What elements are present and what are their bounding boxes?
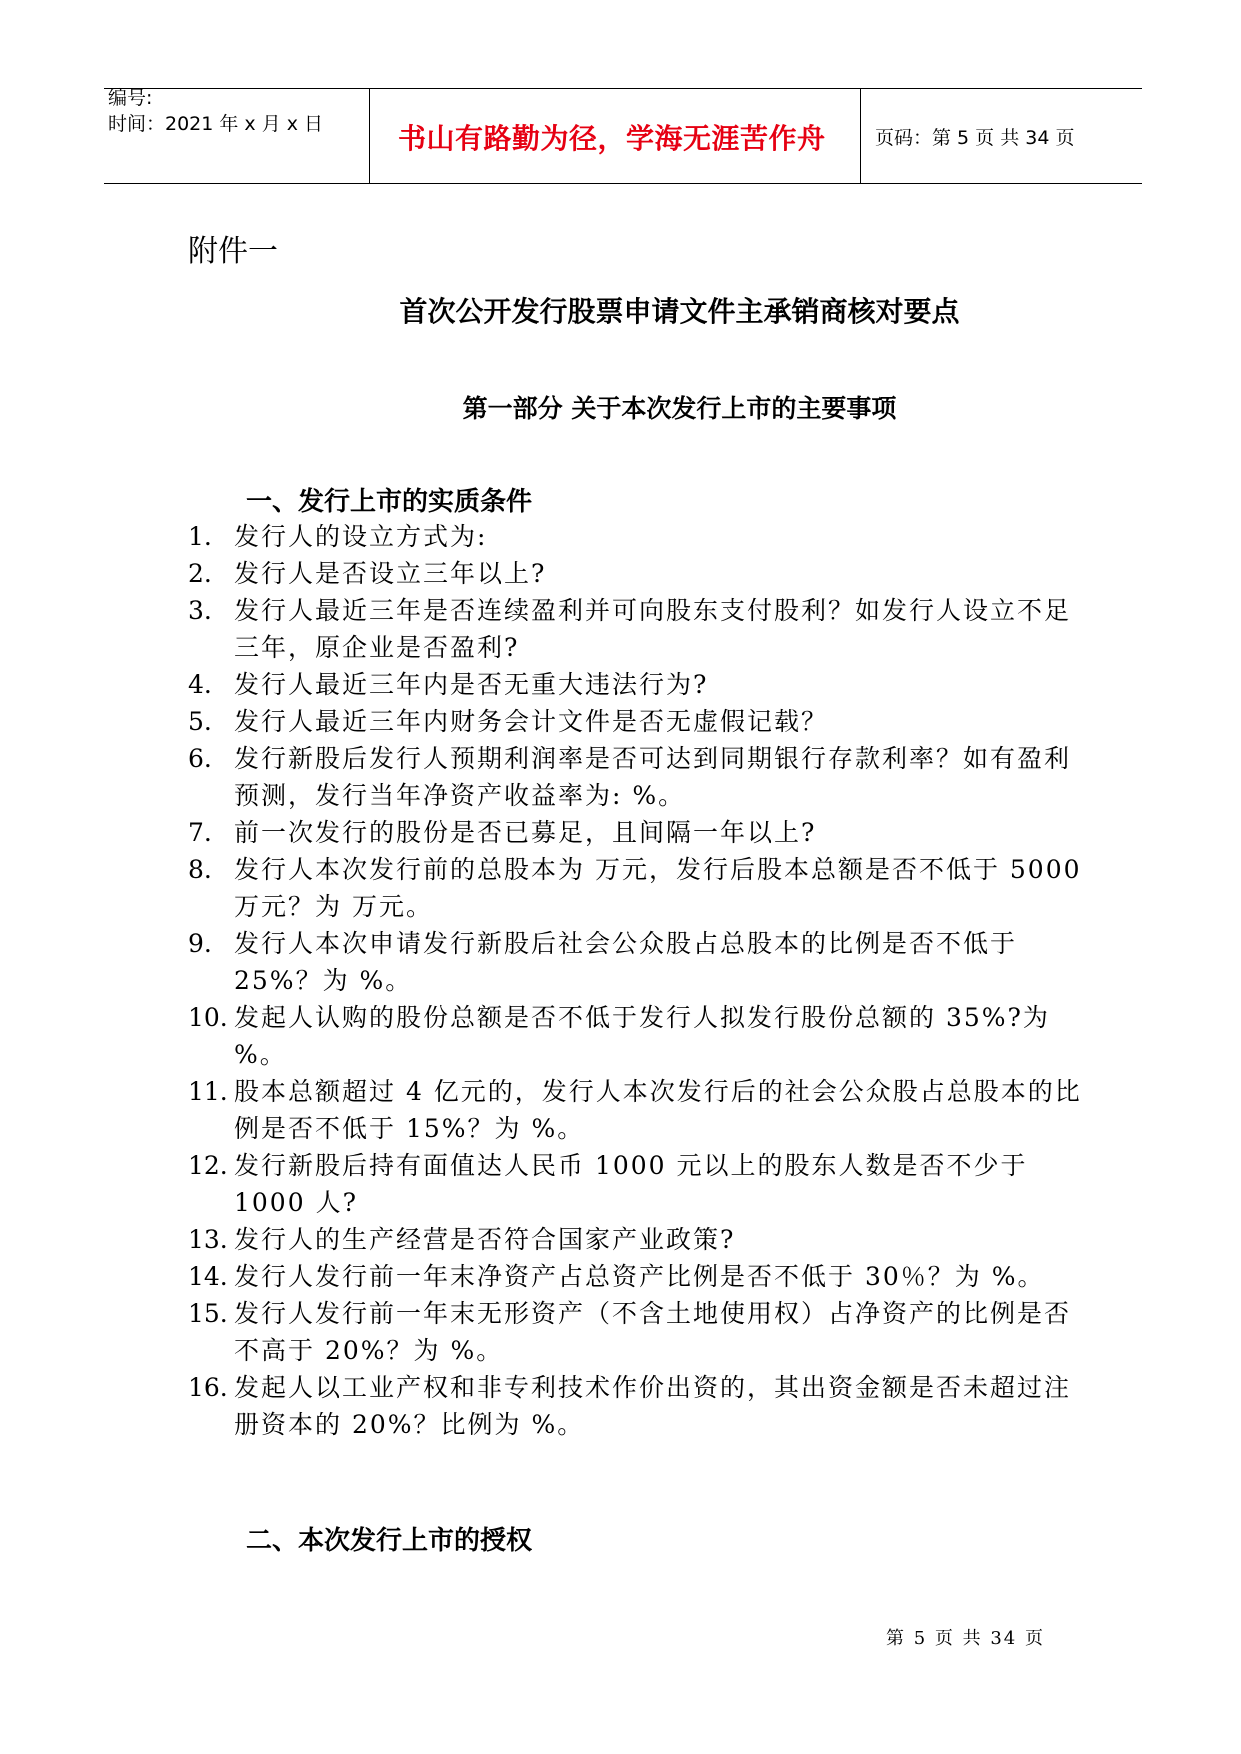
question-text: 发行人本次申请发行新股后社会公众股占总股本的比例是否不低于 25%？为 %。: [234, 929, 1018, 995]
question-number: 1.: [188, 522, 212, 551]
question-number: 8.: [188, 855, 212, 884]
question-text: 发行新股后发行人预期利润率是否可达到同期银行存款利率？如有盈利预测，发行当年净资产收益率为: %。: [234, 744, 1072, 810]
question-number: 14.: [188, 1262, 228, 1291]
question-number: 10.: [188, 1003, 228, 1032]
question-item: [188, 1369, 1088, 1443]
question-text: 股本总额超过 4 亿元的，发行人本次发行后的社会公众股占总股本的比例是否不低于 15%？为 %。: [234, 1077, 1082, 1143]
section-heading-1: 一、发行上市的实质条件: [246, 487, 533, 517]
page-code: 页码：第 5 页 共 34 页: [875, 127, 1075, 149]
question-number: 2.: [188, 559, 212, 588]
question-item: [188, 851, 1088, 925]
question-text: 发行人的设立方式为:: [234, 522, 488, 551]
question-item: [188, 555, 1088, 592]
header-page-cell: [861, 89, 1142, 183]
document-title: 首次公开发行股票申请文件主承销商核对要点: [399, 295, 960, 328]
question-item: [188, 518, 1088, 555]
question-number: 4.: [188, 670, 212, 699]
page-footer: 第 5 页 共 34 页: [886, 1628, 1045, 1649]
question-number: 11.: [188, 1077, 228, 1106]
serial-label: 编号:: [108, 87, 153, 109]
question-item: [188, 1221, 1088, 1258]
question-number: 5.: [188, 707, 212, 736]
question-text: 发行人本次发行前的总股本为 万元，发行后股本总额是否不低于 5000 万元？为 万元。: [234, 855, 1082, 921]
question-number: 12.: [188, 1151, 228, 1180]
question-item: [188, 740, 1088, 814]
question-number: 13.: [188, 1225, 228, 1254]
question-item: [188, 703, 1088, 740]
question-text: 发行人的生产经营是否符合国家产业政策?: [234, 1225, 736, 1254]
section-heading-2: 二、本次发行上市的授权: [246, 1526, 533, 1556]
question-item: [188, 814, 1088, 851]
question-item: [188, 666, 1088, 703]
header-info-cell: [104, 89, 370, 183]
question-text: 发行新股后持有面值达人民币 1000 元以上的股东人数是否不少于 1000 人?: [234, 1151, 1028, 1217]
question-text: 发起人以工业产权和非专利技术作价出资的，其出资金额是否未超过注册资本的 20%？比例为 %。: [234, 1373, 1072, 1439]
question-text: 发起人认购的股份总额是否不低于发行人拟发行股份总额的 35%?为 %。: [234, 1003, 1050, 1069]
question-text: 发行人最近三年内是否无重大违法行为?: [234, 670, 709, 699]
question-item: [188, 1073, 1088, 1147]
question-item: [188, 999, 1088, 1073]
question-text: 发行人发行前一年末净资产占总资产比例是否不低于 30％？为 %。: [234, 1262, 1045, 1291]
question-number: 3.: [188, 596, 212, 625]
motto-text: 书山有路勤为径，学海无涯苦作舟: [398, 122, 826, 155]
time-label: 时间：2021 年 x 月 x 日: [108, 113, 324, 135]
question-number: 9.: [188, 929, 212, 958]
question-item: [188, 925, 1088, 999]
question-item: [188, 1147, 1088, 1221]
part-title: 第一部分 关于本次发行上市的主要事项: [462, 394, 897, 423]
attachment-label: 附件一: [188, 234, 278, 269]
question-text: 发行人最近三年是否连续盈利并可向股东支付股利？如发行人设立不足三年，原企业是否盈利?: [234, 596, 1072, 662]
question-text: 发行人最近三年内财务会计文件是否无虚假记载？: [234, 707, 829, 736]
question-number: 6.: [188, 744, 212, 773]
question-text: 发行人是否设立三年以上?: [234, 559, 547, 588]
question-list: [188, 518, 1088, 1443]
question-number: 16.: [188, 1373, 228, 1402]
question-text: 发行人发行前一年末无形资产（不含土地使用权）占净资产的比例是否不高于 20%？为 %。: [234, 1299, 1072, 1365]
document-header: [104, 88, 1142, 184]
header-motto-cell: [370, 89, 861, 183]
question-item: [188, 1258, 1088, 1295]
question-text: 前一次发行的股份是否已募足，且间隔一年以上?: [234, 818, 817, 847]
question-number: 15.: [188, 1299, 228, 1328]
question-number: 7.: [188, 818, 212, 847]
question-item: [188, 1295, 1088, 1369]
question-item: [188, 592, 1088, 666]
